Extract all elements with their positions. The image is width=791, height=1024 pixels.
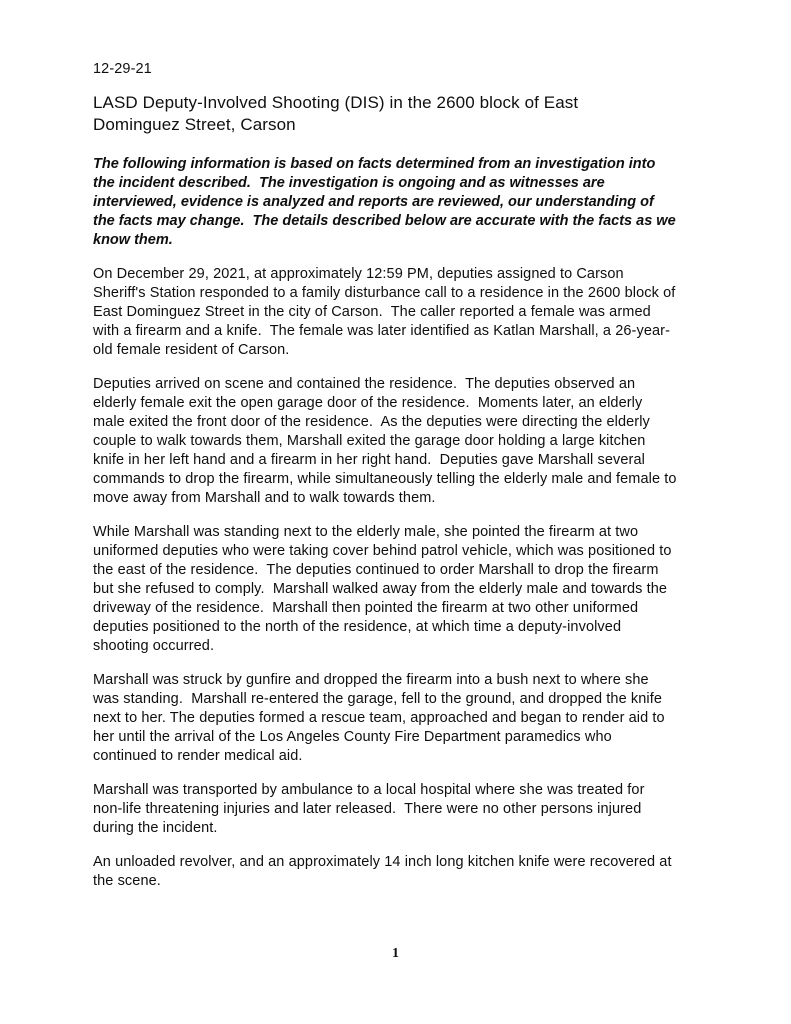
document-content [93,60,693,891]
document-date: 12-29-21 [93,61,152,77]
body-paragraph-1: On December 29, 2021, at approximately 12:59 PM, deputies assigned to Carson Sheriff's Station responded to a family disturbance call to a residence in the 2600 block of East Dominguez Street in the city of Carson. The caller reported a female was armed with a firearm and a knife. The female was later identified as Katlan Marshall, a 26-year-old female resident of Carson. [93,266,680,358]
body-paragraph-4: Marshall was struck by gunfire and dropped the firearm into a bush next to where she was standing. Marshall re-entered the garage, fell to the ground, and dropped the knife next to her. The deputies formed a rescue team, approached and began to render aid to her until the arrival of the Los Angeles County Fire Department paramedics who continued to render medical aid. [93,672,669,764]
disclaimer-paragraph: The following information is based on facts determined from an investigation into the incident described. The investigation is ongoing and as witnesses are interviewed, evidence is analyzed and reports are reviewed, our understanding of the facts may change. The details described below are accurate with the facts as we know them. [93,156,680,248]
body-paragraph-2: Deputies arrived on scene and contained the residence. The deputies observed an elderly female exit the open garage door of the residence. Moments later, an elderly male exited the front door of the residence. As the deputies were directing the elderly couple to walk towards them, Marshall exited the garage door holding a large kitchen knife in her left hand and a firearm in her right hand. Deputies gave Marshall several commands to drop the firearm, while simultaneously telling the elderly male and female to move away from Marshall and to walk towards them. [93,376,681,506]
document-title: LASD Deputy-Involved Shooting (DIS) in the 2600 block of East Dominguez Street, Carson [93,93,579,134]
body-paragraph-3: While Marshall was standing next to the elderly male, she pointed the firearm at two uniformed deputies who were taking cover behind patrol vehicle, which was positioned to the east of the residence. The deputies continued to order Marshall to drop the firearm but she refused to comply. Marshall walked away from the elderly male and towards the driveway of the residence. Marshall then pointed the firearm at two other uniformed deputies positioned to the north of the residence, at which time a deputy-involved shooting occurred. [93,524,676,654]
body-paragraph-6: An unloaded revolver, and an approximately 14 inch long kitchen knife were recovered at the scene. [93,854,676,889]
page-number: 1 [392,946,399,961]
body-paragraph-5: Marshall was transported by ambulance to a local hospital where she was treated for non-life threatening injuries and later released. There were no other persons injured during the incident. [93,782,649,836]
